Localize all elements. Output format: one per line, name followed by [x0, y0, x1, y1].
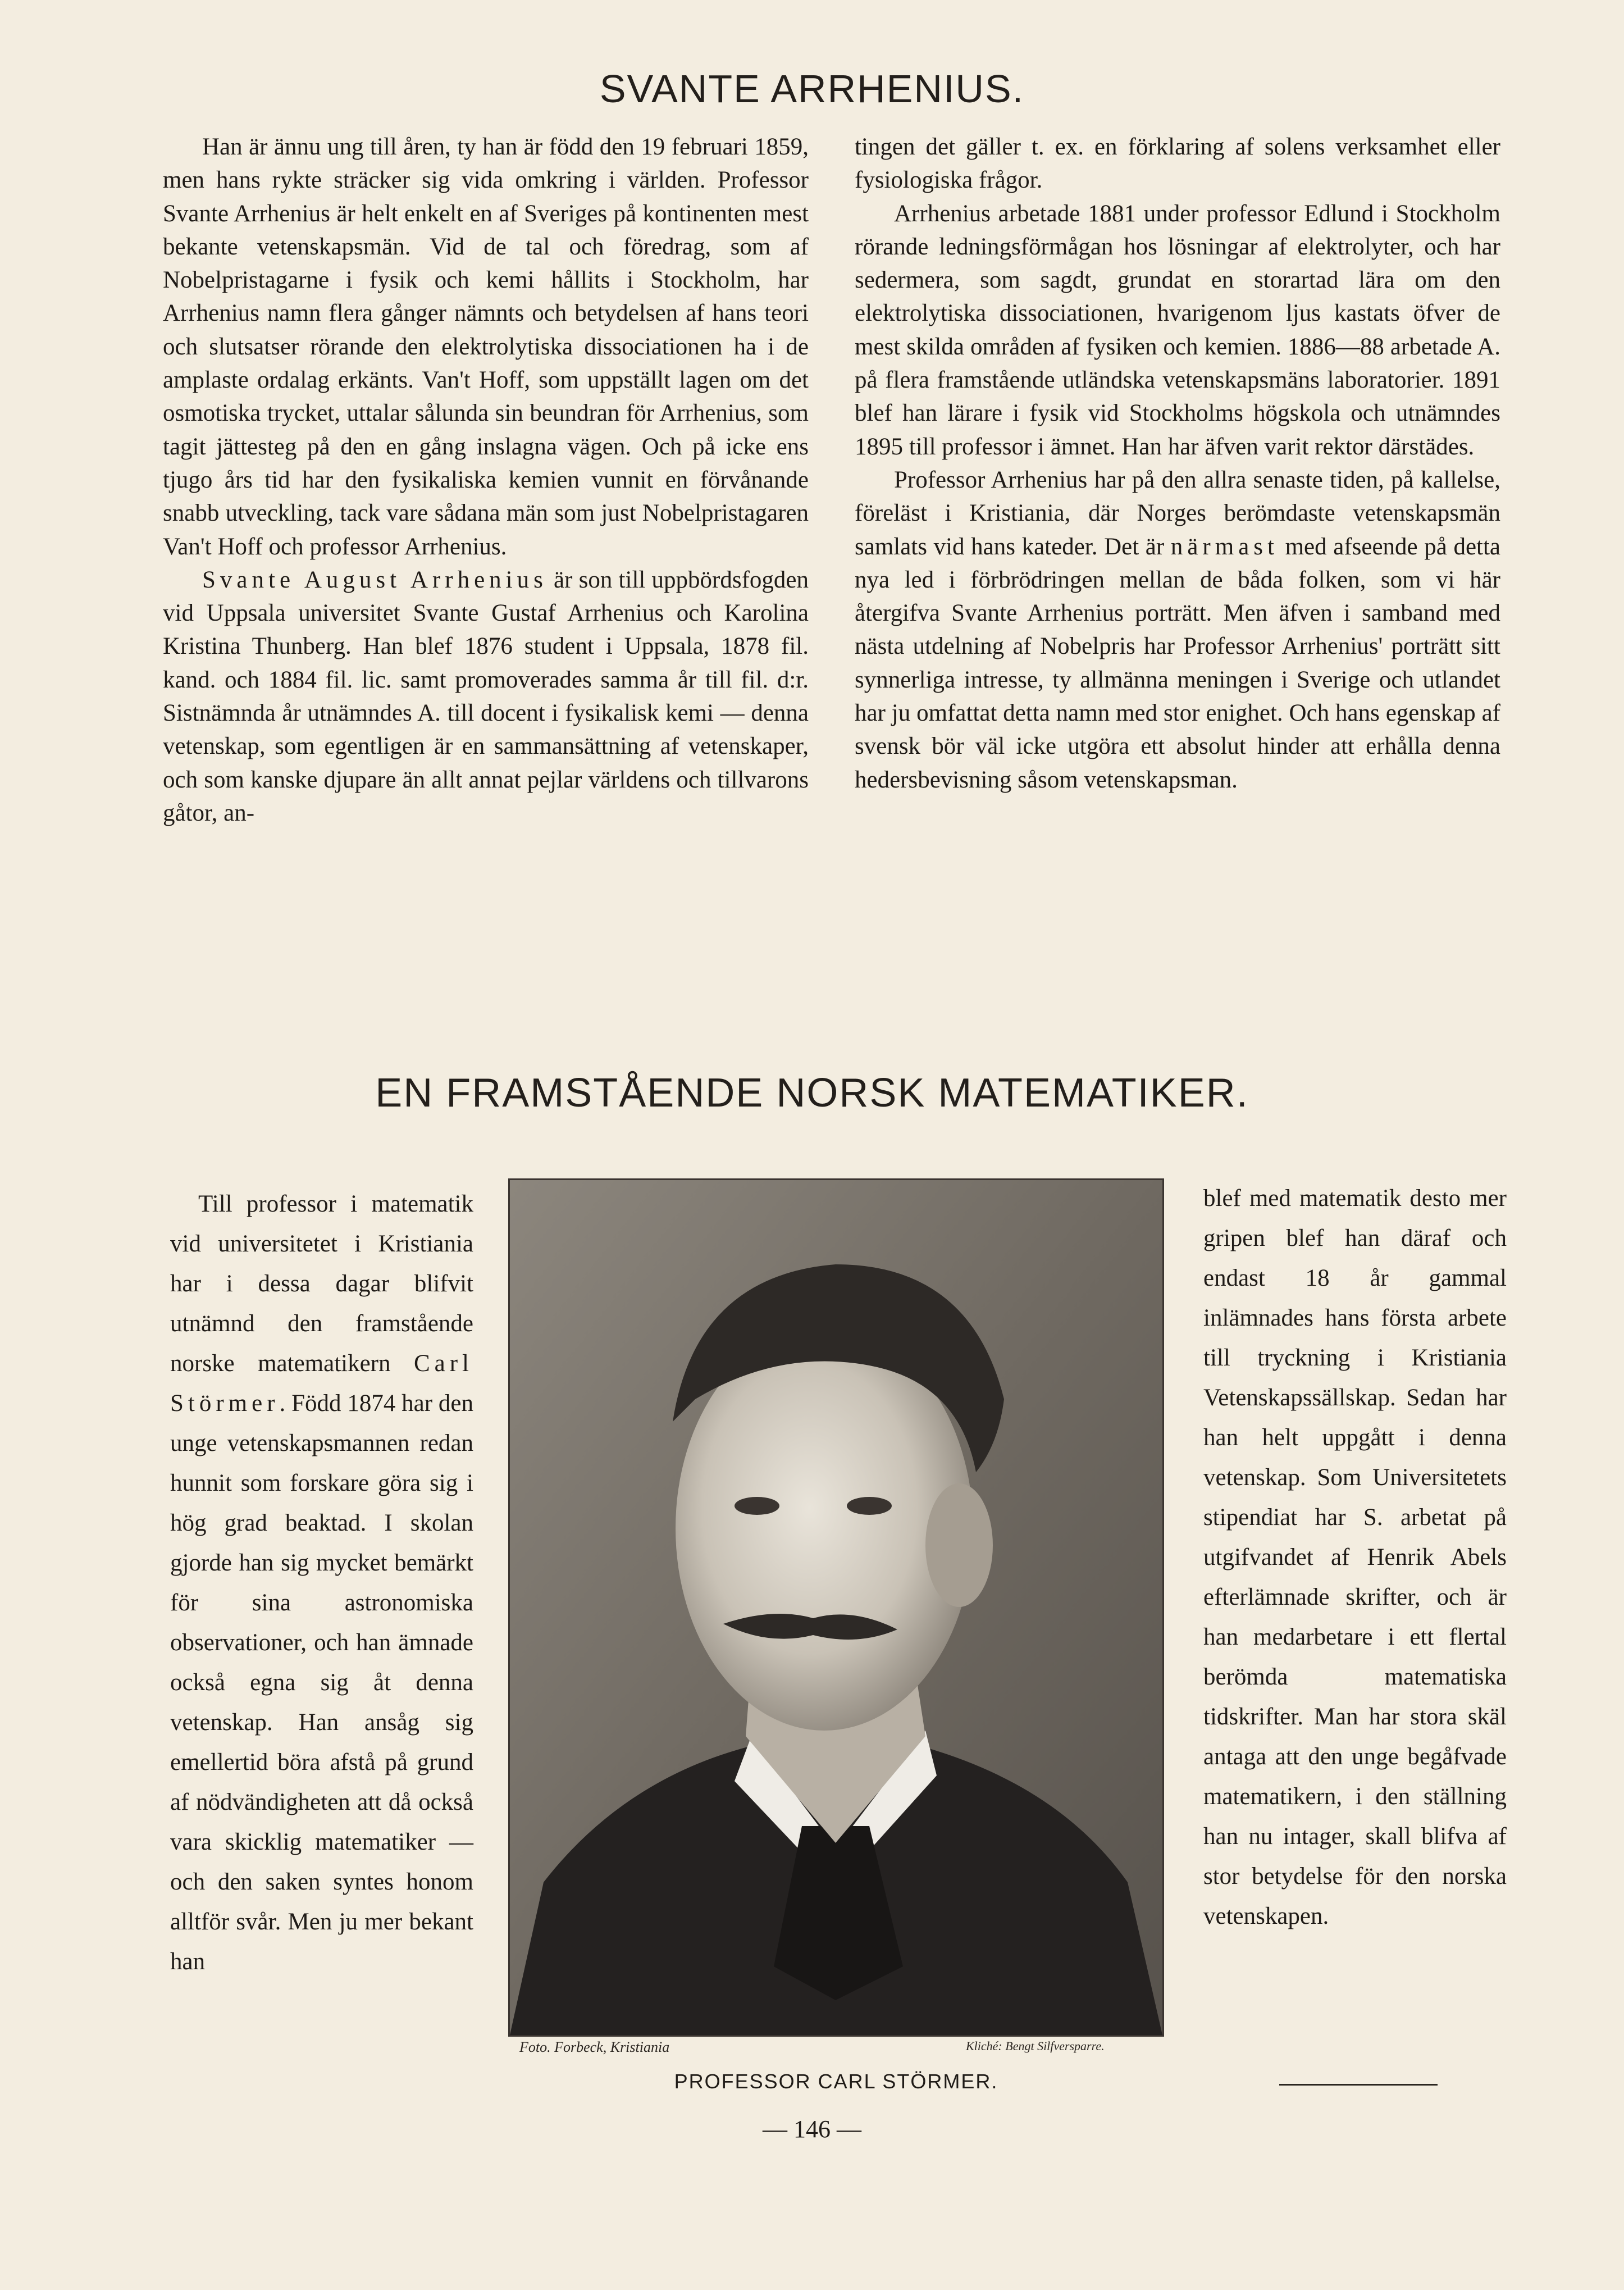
arrhenius-left-column — [163, 130, 809, 830]
arrhenius-paragraph-4-rest: med afseende på detta nya led i förbrödringen mellan de båda folken, som vi här återgifva Svante Arrhenius porträtt. Men äfven i samband med nästa utdelning af Nobelpris har Professor Arrhenius' porträtt sitt synnerliga intresse, ty allmänna meningen i Sverige och utlandet har ju omfattat detta namn med stor enighet. Och hans egenskap af svensk bör väl icke utgöra ett absolut hinder att erhålla denna hedersbevisning såsom vetenskapsman. — [855, 533, 1501, 793]
cliche-credit: Kliché: Bengt Silfversparre. — [966, 2039, 1105, 2053]
arrhenius-paragraph-2 — [163, 563, 809, 830]
arrhenius-paragraph-continued: tingen det gäller t. ex. en förklaring af solens verksamhet eller fysiologiska frågor. — [855, 134, 1500, 194]
stormer-right-column — [1203, 1178, 1507, 1936]
arrhenius-paragraph-4 — [855, 463, 1500, 796]
portrait-photo — [508, 1178, 1164, 2037]
arrhenius-paragraph-4-start: Professor Arrhenius har på den allra senaste tiden, på kallelse, föreläst i Kristiania, där Norges berömdaste vetenskapsmän samlats vid hans kateder. Det är — [855, 466, 1500, 560]
arrhenius-paragraph-3: Arrhenius arbetade 1881 under professor Edlund i Stockholm rörande ledningsförmågan hos lösningar af elektrolyter, och har sedermera, som sagdt, grundat en storartad lära om den elektrolytiska dissociationen, hvarigenom ljus kastats öfver de mest skilda områden af fysiken och kemien. 1886—88 arbetade A. på flera framstående utländska vetenskapsmäns laboratorier. 1891 blef han lärare i fysik vid Stockholms högskola och utnämndes 1895 till professor i ämnet. Han har äfven varit rektor därstädes. — [855, 200, 1500, 460]
arrhenius-paragraph-2-end: samt promoverades samma år till fil. d:r. Sistnämnda år utnämndes A. till docent i fysikalisk kemi — denna vetenskap, som egentligen är en sammansättning af vetenskaper, och som kanske djupare än allt annat pejlar världens och tillvarons gåtor, an- — [163, 666, 809, 826]
stormer-intro-text: Till professor i matematik vid universitetet i Kristiania har i dessa dagar blifvit utnämnd den framstående norske matematikern — [170, 1191, 473, 1377]
arrhenius-emphasis-narmast: närmast — [1170, 533, 1279, 560]
page-number: — 146 — — [763, 2115, 861, 2143]
end-rule — [1279, 2084, 1438, 2086]
arrhenius-full-name: Svante August Arrhenius — [202, 566, 548, 593]
stormer-left-rest: . Född 1874 har den unge vetenskapsmannen redan hunnit som forskare göra sig i hög grad beaktad. I skolan gjorde han sig mycket bemärkt för sina astronomiska observationer, och han ämnade också egna sig åt denna vetenskap. Han ansåg sig emellertid böra afstå på grund af nödvändigheten att då också vara skicklig matematiker — och den saken syntes honom alltför svår. Men ju mer bekant han — [170, 1390, 473, 1975]
photo-caption: PROFESSOR CARL STÖRMER. — [674, 2070, 998, 2093]
stormer-left-column — [170, 1184, 473, 1982]
arrhenius-right-column — [855, 130, 1500, 796]
article-title-arrhenius: SVANTE ARRHENIUS. — [599, 67, 1025, 111]
photo-credit: Foto. Forbeck, Kristiania — [519, 2039, 670, 2055]
stormer-paragraph-continued: blef med matematik desto mer gripen blef han däraf och endast 18 år gammal inlämnades hans första arbete till tryckning i Kristiania Vetenskapssällskap. Sedan har han helt uppgått i denna vetenskap. Som Universitetets stipendiat har S. arbetat på utgifvandet af Henrik Abels efterlämnade skrifter, och är han medarbetare i ett flertal berömda matematiska tidskrifter. Man har stora skäl antaga att den unge begåfvade matematikern, i den ställning han nu intager, skall blifva af stor betydelse för den norska vetenskapen. — [1203, 1185, 1507, 1929]
stormer-paragraph-1 — [170, 1184, 473, 1982]
portrait-illustration — [510, 1180, 1162, 2035]
stormer-name: Carl Störmer — [170, 1350, 473, 1417]
arrhenius-paragraph-2-text: är son till uppbördsfogden vid Uppsala universitet Svante Gustaf Arrhenius och Karolina Kristina Thunberg. Han blef 1876 student i Uppsala, 1878 fil. kand. och 1884 fil. lic. — [163, 566, 809, 693]
arrhenius-paragraph-1: Han är ännu ung till åren, ty han är född den 19 februari 1859, men hans rykte sträcker sig vida omkring i världen. Professor Svante Arrhenius är helt enkelt en af Sveriges på kontinenten mest bekante vetenskapsmän. Vid de tal och föredrag, som af Nobelpristagarne i fysik och kemi hållits i Stockholm, har Arrhenius namn flera gånger nämnts och betydelsen af hans teori och slutsatser rörande den elektrolytiska dissociationen ha i de amplaste ordalag erkänts. Van't Hoff, som uppställt lagen om det osmotiska trycket, uttalar sålunda sin beundran för Arrhenius, som tagit jättesteg på den en gång inslagna vägen. Och på icke ens tjugo års tid har den fysikaliska kemien vunnit en förvånande snabb utveckling, tack vare sådana män som just Nobelpristagaren Van't Hoff och professor Arrhenius. — [163, 134, 809, 560]
article-title-stormer: EN FRAMSTÅENDE NORSK MATEMATIKER. — [375, 1071, 1249, 1116]
